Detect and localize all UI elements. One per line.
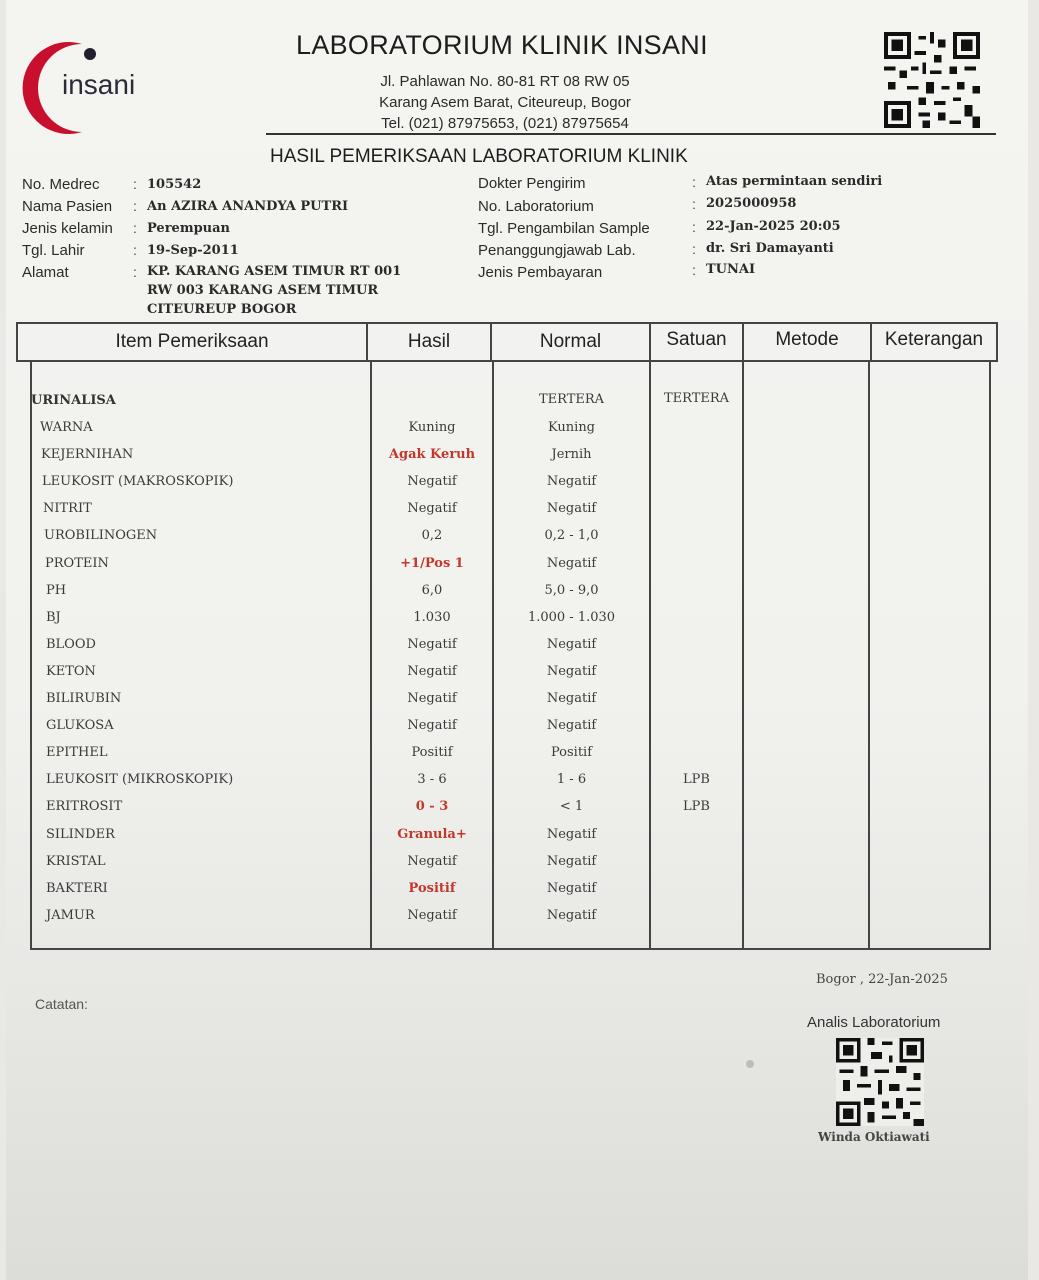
colon: : <box>692 174 696 190</box>
column-divider <box>868 360 870 950</box>
result-item: BAKTERI <box>46 881 108 896</box>
sample-date-value: 22-Jan-2025 20:05 <box>706 219 841 234</box>
result-unit: LPB <box>683 772 710 787</box>
result-value: 6,0 <box>421 583 443 598</box>
result-normal: Negatif <box>546 718 597 733</box>
lab-address-line-2: Karang Asem Barat, Citeureup, Bogor <box>379 94 631 111</box>
result-value: 3 - 6 <box>417 772 447 787</box>
gender-value: Perempuan <box>147 221 230 236</box>
result-normal: Negatif <box>546 474 597 489</box>
result-item: LEUKOSIT (MAKROSKOPIK) <box>42 474 234 489</box>
result-item: KRISTAL <box>46 854 106 869</box>
insani-logo <box>18 38 158 138</box>
doctor-value: Atas permintaan sendiri <box>706 174 883 189</box>
dob-label: Tgl. Lahir <box>22 242 85 259</box>
result-value: Negatif <box>407 637 457 652</box>
result-normal: Negatif <box>546 827 597 842</box>
dob-value: 19-Sep-2011 <box>147 243 239 258</box>
payment-value: TUNAI <box>706 262 756 277</box>
result-item: GLUKOSA <box>46 718 114 733</box>
notes-label: Catatan: <box>35 996 88 1012</box>
result-item: JAMUR <box>46 908 95 923</box>
medrec-label: No. Medrec <box>22 176 100 193</box>
analyst-label: Analis Laboratorium <box>807 1014 941 1031</box>
doctor-label: Dokter Pengirim <box>478 175 586 192</box>
result-normal: Negatif <box>546 556 597 571</box>
result-normal: Negatif <box>546 637 597 652</box>
result-item: SILINDER <box>46 827 115 842</box>
column-divider <box>742 360 744 950</box>
pic-label: Penanggungjawab Lab. <box>478 242 636 259</box>
signature-qr-code-icon <box>834 1038 926 1126</box>
pic-value: dr. Sri Damayanti <box>706 241 834 256</box>
result-value: 1.030 <box>413 610 451 625</box>
result-item: KEJERNIHAN <box>41 447 134 462</box>
result-value: 0 - 3 <box>415 799 449 814</box>
document-title: HASIL PEMERIKSAAN LABORATORIUM KLINIK <box>270 146 688 167</box>
column-header-item: Item Pemeriksaan <box>115 331 269 352</box>
result-normal: Negatif <box>546 881 597 896</box>
result-value: Negatif <box>407 854 457 869</box>
result-item: NITRIT <box>43 501 92 516</box>
result-item: ERITROSIT <box>46 799 123 814</box>
result-normal: 0,2 - 1,0 <box>544 528 599 543</box>
result-normal: Negatif <box>546 691 597 706</box>
result-value: 0,2 <box>421 528 443 543</box>
lab-phone: Tel. (021) 87975653, (021) 87975654 <box>381 115 629 132</box>
column-header-method: Metode <box>775 329 839 350</box>
colon: : <box>133 176 137 192</box>
result-normal: Jernih <box>551 447 592 462</box>
lab-name: LABORATORIUM KLINIK INSANI <box>296 30 708 60</box>
qr-code-icon <box>883 32 981 128</box>
result-item: PH <box>46 583 67 598</box>
patient-name-value: An AZIRA ANANDYA PUTRI <box>147 199 349 214</box>
logo-text: insani <box>62 69 136 100</box>
result-value: Negatif <box>407 691 457 706</box>
address-line-1: KP. KARANG ASEM TIMUR RT 001 <box>147 264 402 279</box>
column-header-result: Hasil <box>407 331 451 352</box>
colon: : <box>133 220 137 236</box>
colon: : <box>133 198 137 214</box>
result-item: LEUKOSIT (MIKROSKOPIK) <box>46 772 234 787</box>
payment-label: Jenis Pembayaran <box>478 264 603 281</box>
address-line-3: CITEUREUP BOGOR <box>147 302 297 317</box>
column-divider <box>649 360 651 950</box>
column-header-remarks: Keterangan <box>884 329 984 350</box>
faded-stamp-logo <box>710 1046 850 1126</box>
result-value: Negatif <box>407 474 457 489</box>
result-item: WARNA <box>40 420 93 435</box>
result-normal: Positif <box>550 745 593 760</box>
analyst-name: Winda Oktiawati <box>818 1130 930 1144</box>
result-normal: 1.000 - 1.030 <box>527 610 616 625</box>
patient-name-label: Nama Pasien <box>22 198 113 215</box>
result-value: Agak Keruh <box>388 447 476 462</box>
result-item: BILIRUBIN <box>46 691 122 706</box>
result-value: Positif <box>411 745 453 760</box>
section-title: URINALISA <box>31 393 116 408</box>
lab-address-line-1: Jl. Pahlawan No. 80-81 RT 08 RW 05 <box>380 73 630 90</box>
lab-no-value: 2025000958 <box>706 196 797 211</box>
result-normal: Negatif <box>546 501 597 516</box>
result-normal: 1 - 6 <box>556 772 587 787</box>
header-divider <box>266 133 996 135</box>
result-value: Negatif <box>407 908 457 923</box>
result-normal: 5,0 - 9,0 <box>544 583 599 598</box>
colon: : <box>692 241 696 257</box>
result-value: Granula+ <box>397 827 467 842</box>
colon: : <box>692 262 696 278</box>
colon: : <box>692 219 696 235</box>
colon: : <box>133 242 137 258</box>
result-normal: < 1 <box>559 799 584 814</box>
result-value: Kuning <box>408 420 456 435</box>
result-item: BLOOD <box>46 637 96 652</box>
lab-no-label: No. Laboratorium <box>478 198 594 215</box>
result-value: +1/Pos 1 <box>400 556 464 571</box>
result-normal: Negatif <box>546 664 597 679</box>
place-date: Bogor , 22-Jan-2025 <box>816 972 948 987</box>
result-item: KETON <box>46 664 96 679</box>
result-item: UROBILINOGEN <box>44 528 158 543</box>
sample-date-label: Tgl. Pengambilan Sample <box>478 220 650 237</box>
section-unit: TERTERA <box>663 391 730 406</box>
result-value: Positif <box>408 881 456 896</box>
result-value: Negatif <box>407 718 457 733</box>
address-line-2: RW 003 KARANG ASEM TIMUR <box>147 283 379 298</box>
result-item: BJ <box>46 610 61 625</box>
gender-label: Jenis kelamin <box>22 220 113 237</box>
result-normal: Kuning <box>547 420 596 435</box>
section-normal: TERTERA <box>538 392 605 407</box>
column-header-normal: Normal <box>539 331 602 352</box>
result-item: PROTEIN <box>45 556 109 571</box>
result-item: EPITHEL <box>46 745 108 760</box>
result-normal: Negatif <box>546 854 597 869</box>
medrec-value: 105542 <box>147 177 202 192</box>
colon: : <box>692 196 696 212</box>
result-value: Negatif <box>407 501 457 516</box>
result-unit: LPB <box>683 799 710 814</box>
column-header-unit: Satuan <box>666 329 727 350</box>
colon: : <box>133 264 137 280</box>
result-normal: Negatif <box>546 908 597 923</box>
address-label: Alamat <box>22 264 69 281</box>
result-value: Negatif <box>407 664 457 679</box>
